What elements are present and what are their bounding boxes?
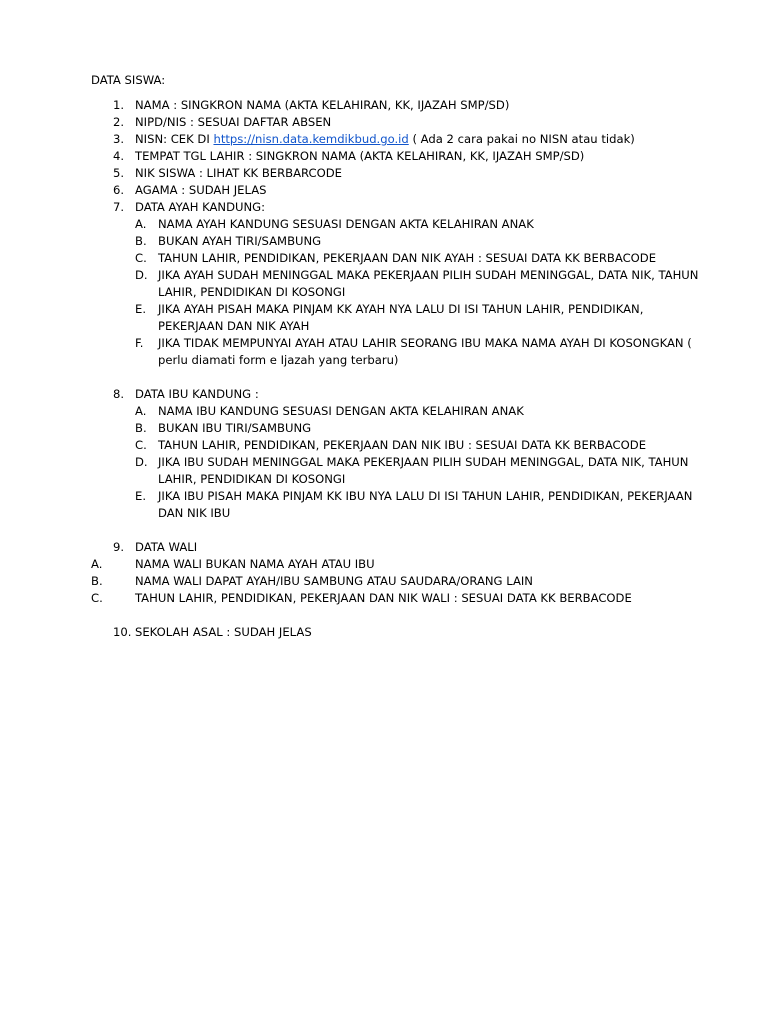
- list-item: [91, 131, 701, 148]
- list-item: [91, 114, 701, 131]
- list-item: [91, 624, 701, 641]
- sub-text: JIKA IBU SUDAH MENINGGAL MAKA PEKERJAAN PILIH SUDAH MENINGGAL, DATA NIK, TAHUN LAHIR, PENDIDIKAN DI KOSONGI: [158, 455, 689, 486]
- sub-letter: B.: [135, 421, 147, 435]
- item-number: 1.: [113, 98, 125, 112]
- item-number: 7.: [113, 200, 125, 214]
- sub-letter: E.: [135, 489, 147, 503]
- item-number: 6.: [113, 183, 125, 197]
- spacer: [91, 369, 701, 386]
- item-text: DATA AYAH KANDUNG:: [135, 200, 266, 214]
- wali-item: [91, 556, 701, 573]
- spacer: [91, 607, 701, 624]
- sub-item: [91, 420, 701, 437]
- item-number: 10.: [113, 625, 132, 639]
- sub-item: [91, 250, 701, 267]
- item-text: NIPD/NIS : SESUAI DAFTAR ABSEN: [135, 115, 332, 129]
- sub-letter: E.: [135, 302, 147, 316]
- sub-text: JIKA AYAH PISAH MAKA PINJAM KK AYAH NYA LALU DI ISI TAHUN LAHIR, PENDIDIKAN, PEKERJAAN DAN NIK AYAH: [158, 302, 644, 333]
- wali-item: [91, 573, 701, 590]
- sub-letter: A.: [135, 217, 147, 231]
- item-number: 3.: [113, 132, 125, 146]
- sub-item: [91, 267, 701, 301]
- sub-letter: D.: [135, 455, 148, 469]
- sub-letter: C.: [135, 251, 147, 265]
- item-text: TEMPAT TGL LAHIR : SINGKRON NAMA (AKTA KELAHIRAN, KK, IJAZAH SMP/SD): [135, 149, 585, 163]
- wali-text: NAMA WALI DAPAT AYAH/IBU SAMBUNG ATAU SAUDARA/ORANG LAIN: [135, 574, 533, 588]
- wali-text: NAMA WALI BUKAN NAMA AYAH ATAU IBU: [135, 557, 375, 571]
- list-item: [91, 539, 701, 556]
- item-text: SEKOLAH ASAL : SUDAH JELAS: [135, 625, 312, 639]
- item-number: 4.: [113, 149, 125, 163]
- wali-item: [91, 590, 701, 607]
- sub-letter: B.: [135, 234, 147, 248]
- list-item: [91, 97, 701, 114]
- sub-item: [91, 335, 701, 369]
- nisn-link[interactable]: https://nisn.data.kemdikbud.go.id: [213, 132, 409, 146]
- wali-text: TAHUN LAHIR, PENDIDIKAN, PEKERJAAN DAN NIK WALI : SESUAI DATA KK BERBACODE: [135, 591, 632, 605]
- sub-item: [91, 403, 701, 420]
- sub-text: TAHUN LAHIR, PENDIDIKAN, PEKERJAAN DAN NIK IBU : SESUAI DATA KK BERBACODE: [158, 438, 647, 452]
- document-heading: DATA SISWA:: [91, 73, 166, 87]
- sub-letter: D.: [135, 268, 148, 282]
- sub-item: [91, 216, 701, 233]
- item-text: NIK SISWA : LIHAT KK BERBARCODE: [135, 166, 343, 180]
- spacer: [91, 522, 701, 539]
- sub-text: JIKA TIDAK MEMPUNYAI AYAH ATAU LAHIR SEORANG IBU MAKA NAMA AYAH DI KOSONGKAN ( perlu diamati form e Ijazah yang terbaru): [158, 336, 692, 367]
- list-item: [91, 199, 701, 216]
- main-list: [91, 97, 701, 641]
- nisn-text-before: NISN: CEK DI: [135, 132, 214, 146]
- nisn-text-after: ( Ada 2 cara pakai no NISN atau tidak): [408, 132, 635, 146]
- sub-item: [91, 301, 701, 335]
- item-text: DATA WALI: [135, 540, 198, 554]
- item-number: 5.: [113, 166, 125, 180]
- sub-letter: A.: [135, 404, 147, 418]
- item-number: 8.: [113, 387, 125, 401]
- wali-letter: C.: [91, 591, 103, 605]
- sub-item: [91, 233, 701, 250]
- sub-text: NAMA AYAH KANDUNG SESUASI DENGAN AKTA KELAHIRAN ANAK: [158, 217, 534, 231]
- item-text: DATA IBU KANDUNG :: [135, 387, 259, 401]
- wali-letter: A.: [91, 557, 103, 571]
- list-item: [91, 182, 701, 199]
- sub-text: NAMA IBU KANDUNG SESUASI DENGAN AKTA KELAHIRAN ANAK: [158, 404, 524, 418]
- sub-text: JIKA IBU PISAH MAKA PINJAM KK IBU NYA LALU DI ISI TAHUN LAHIR, PENDIDIKAN, PEKERJAAN DAN NIK IBU: [158, 489, 693, 520]
- list-item: [91, 148, 701, 165]
- sub-item: [91, 437, 701, 454]
- sub-text: JIKA AYAH SUDAH MENINGGAL MAKA PEKERJAAN PILIH SUDAH MENINGGAL, DATA NIK, TAHUN LAHIR, PENDIDIKAN DI KOSONGI: [158, 268, 699, 299]
- list-item: [91, 386, 701, 403]
- sub-text: BUKAN IBU TIRI/SAMBUNG: [158, 421, 312, 435]
- item-number: 9.: [113, 540, 125, 554]
- sub-text: TAHUN LAHIR, PENDIDIKAN, PEKERJAAN DAN NIK AYAH : SESUAI DATA KK BERBACODE: [158, 251, 657, 265]
- sub-letter: F.: [135, 336, 144, 350]
- wali-letter: B.: [91, 574, 103, 588]
- sub-letter: C.: [135, 438, 147, 452]
- item-text: NAMA : SINGKRON NAMA (AKTA KELAHIRAN, KK, IJAZAH SMP/SD): [135, 98, 510, 112]
- item-text: [135, 131, 701, 148]
- sub-item: [91, 488, 701, 522]
- sub-item: [91, 454, 701, 488]
- item-text: AGAMA : SUDAH JELAS: [135, 183, 267, 197]
- sub-text: BUKAN AYAH TIRI/SAMBUNG: [158, 234, 322, 248]
- list-item: [91, 165, 701, 182]
- item-number: 2.: [113, 115, 125, 129]
